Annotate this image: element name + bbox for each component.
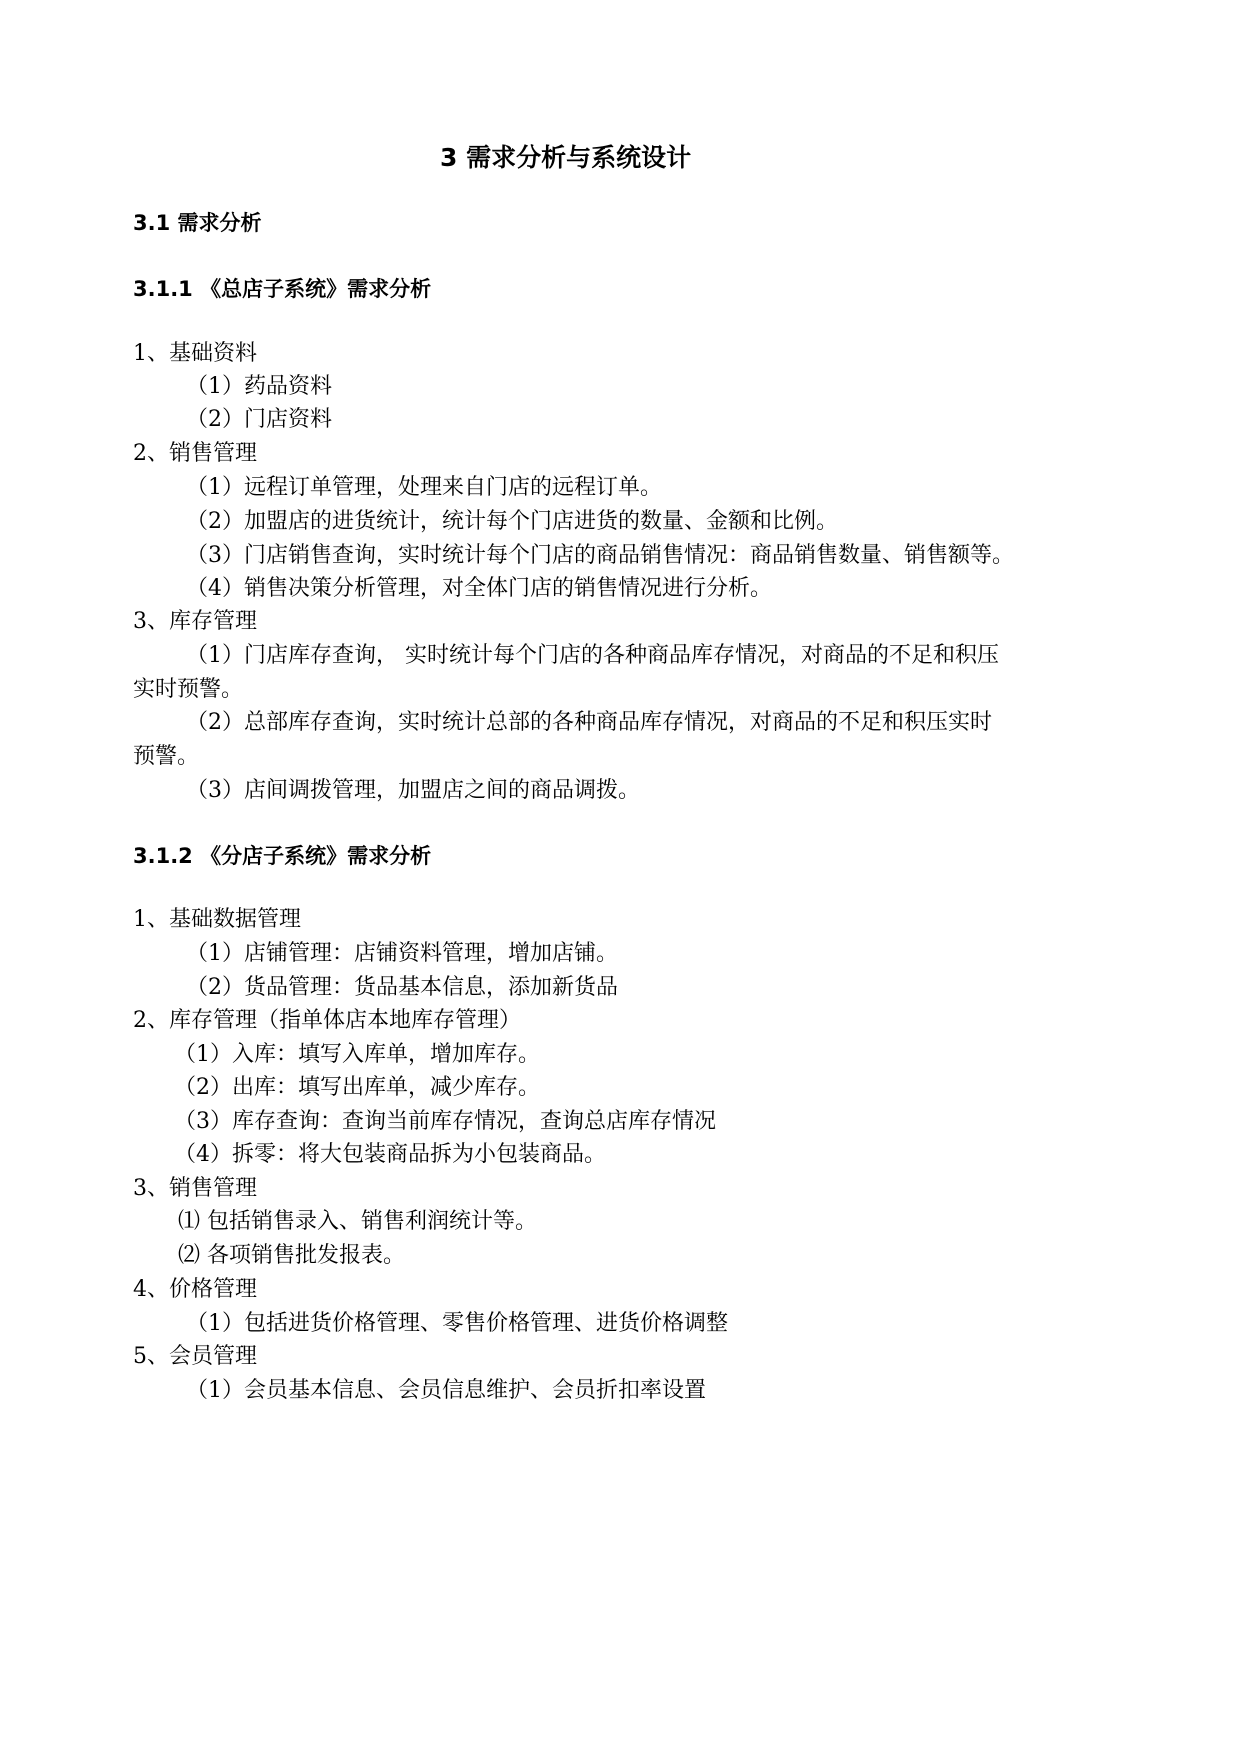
list-subitem: （1）入库：填写入库单，增加库存。: [174, 1042, 540, 1067]
list-subitem: （1）包括进货价格管理、零售价格管理、进货价格调整: [186, 1311, 728, 1336]
list-subitem: （1）店铺管理：店铺资料管理，增加店铺。: [186, 941, 618, 966]
list-item: 4、价格管理: [133, 1277, 257, 1302]
chapter-title: 3 需求分析与系统设计: [440, 143, 692, 172]
list-subitem: （2）总部库存查询，实时统计总部的各种商品库存情况，对商品的不足和积压实时: [186, 710, 992, 735]
list-subitem: （4）销售决策分析管理，对全体门店的销售情况进行分析。: [186, 576, 772, 601]
list-subitem: （1）会员基本信息、会员信息维护、会员折扣率设置: [186, 1378, 706, 1403]
list-subitem: （3）库存查询：查询当前库存情况，查询总店库存情况: [174, 1109, 716, 1134]
list-item: 1、基础资料: [133, 341, 257, 366]
list-subitem-continuation: 预警。: [133, 744, 200, 769]
list-subitem: （2）门店资料: [186, 407, 332, 432]
list-item: 3、库存管理: [133, 609, 257, 634]
list-item: 2、销售管理: [133, 441, 257, 466]
list-item: 2、库存管理（指单体店本地库存管理）: [133, 1008, 521, 1033]
section-title-3-1: 3.1 需求分析: [133, 211, 262, 235]
list-subitem: （3）店间调拨管理，加盟店之间的商品调拨。: [186, 778, 640, 803]
list-subitem: ⑴ 包括销售录入、销售利润统计等。: [178, 1209, 537, 1234]
list-item: 1、基础数据管理: [133, 907, 301, 932]
list-subitem: （1）远程订单管理，处理来自门店的远程订单。: [186, 475, 662, 500]
list-subitem: （4）拆零：将大包装商品拆为小包装商品。: [174, 1142, 606, 1167]
subsection-title-3-1-2: 3.1.2 《分店子系统》需求分析: [133, 844, 432, 868]
list-subitem: （3）门店销售查询，实时统计每个门店的商品销售情况：商品销售数量、销售额等。: [186, 543, 1014, 568]
list-subitem: ⑵ 各项销售批发报表。: [178, 1243, 405, 1268]
list-subitem: （2）出库：填写出库单，减少库存。: [174, 1075, 540, 1100]
subsection-title-3-1-1: 3.1.1 《总店子系统》需求分析: [133, 277, 432, 301]
list-subitem: （2）加盟店的进货统计，统计每个门店进货的数量、金额和比例。: [186, 509, 838, 534]
list-item: 3、销售管理: [133, 1176, 257, 1201]
list-item: 5、会员管理: [133, 1344, 257, 1369]
list-subitem: （1）药品资料: [186, 374, 332, 399]
list-subitem: （1）门店库存查询， 实时统计每个门店的各种商品库存情况，对商品的不足和积压: [186, 643, 999, 668]
list-subitem: （2）货品管理：货品基本信息，添加新货品: [186, 975, 618, 1000]
list-subitem-continuation: 实时预警。: [133, 677, 244, 702]
